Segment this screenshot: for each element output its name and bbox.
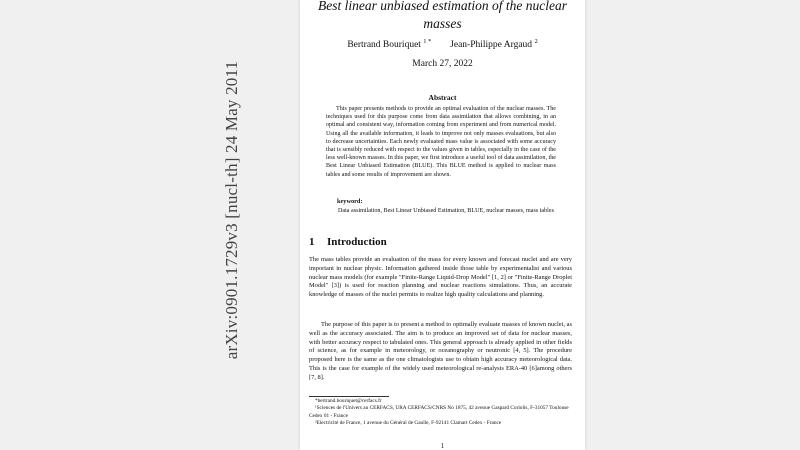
abstract-text: This paper presents methods to provide an optimal evaluation of the nuclear masses. The techniques used for this purpose come from data assimilation that allows combining, in an optimal and consistent way, information coming from experiment and from numerical model. Using all the available information, it leads to improve not only masses evaluations, but also to decrease uncertainties. Each newly evaluated mass value is associated with some accuracy that is sensibly reduced with respect to the values given in tables, especially in the case of the less well-known masses. In this paper, we first introduce a useful tool of data assimilation, the Best Linear Unbiased Estimation (BLUE). This BLUE method is applied to nuclear mass tables and some results of improvement are shown. [326, 106, 556, 178]
author-line [300, 38, 585, 50]
section-title: Introduction [327, 236, 387, 248]
author-name: Jean-Philippe Argaud [450, 40, 533, 51]
author-affiliation-mark: 1 * [423, 38, 432, 45]
footnotes [309, 398, 572, 427]
paper-title: Best linear unbiased estimation of the nuclear masses [318, 0, 567, 31]
abstract-heading: Abstract [428, 93, 457, 102]
body-paragraph: The purpose of this paper is to present a method to optimally evaluate masses of known nuclei, as well as the accuracy associated. The aim is to produce an improved set of data for nuclear masses, with better accuracy respect to tabulated ones. This general approach is already applied in other fields of science, as for example in meteorology, or oceanography or neutronic [4, 5]. The procedure proposed here is the same as the one climatologists use to obtain high accuracy meteorological data. This is the case for example of the widely used meteorological re-analysis ERA-40 [6]among others [7, 8]. [309, 321, 572, 381]
paper-page [300, 0, 585, 450]
section-heading [309, 236, 387, 248]
footnote-divider [309, 396, 389, 397]
keyword-heading: keyword: [337, 198, 363, 205]
arxiv-stamp: arXiv:0901.1729v3 [nucl-th] 24 May 2011 [222, 60, 241, 360]
footnote: ²Electricité de France, 1 avenue du Général de Gaulle, F-92141 Clamart Cedex - France [315, 419, 502, 426]
keyword-list: Data assimilation, Best Linear Unbiased Estimation, BLUE, nuclear masses, mass tables [338, 208, 554, 214]
author-name: Bertrand Bouriquet [347, 40, 421, 51]
page-number: 1 [440, 442, 445, 450]
body-paragraph: The mass tables provide an evaluation of the mass for every known and forecast nuclei and are very important in nuclear physic. Information gathered inside those table by experimentalist and various nuclear mass models (for example "Finite-Range Liquid-Drop Model" [1, 2] or "Finite-Range Droplet Model" [3]) is used for reaction planning and nuclear reactions simulations. Thus, an accurate knowledge of masses of the nuclei permits to realize high quality calculations and planning. [309, 256, 572, 299]
footnote: *bertrand.bouriquet@cerfacs.fr [315, 398, 382, 404]
footnote: ¹Sciences de l'Univers au CERFACS, URA CERFACS/CNRS No 1875, 42 avenue Gaspard Coriolis, F-31057 Toulouse Cedex 01 - France [309, 405, 569, 419]
paper-date: March 27, 2022 [412, 59, 473, 69]
author-affiliation-mark: 2 [534, 38, 538, 45]
section-number: 1 [309, 236, 315, 248]
